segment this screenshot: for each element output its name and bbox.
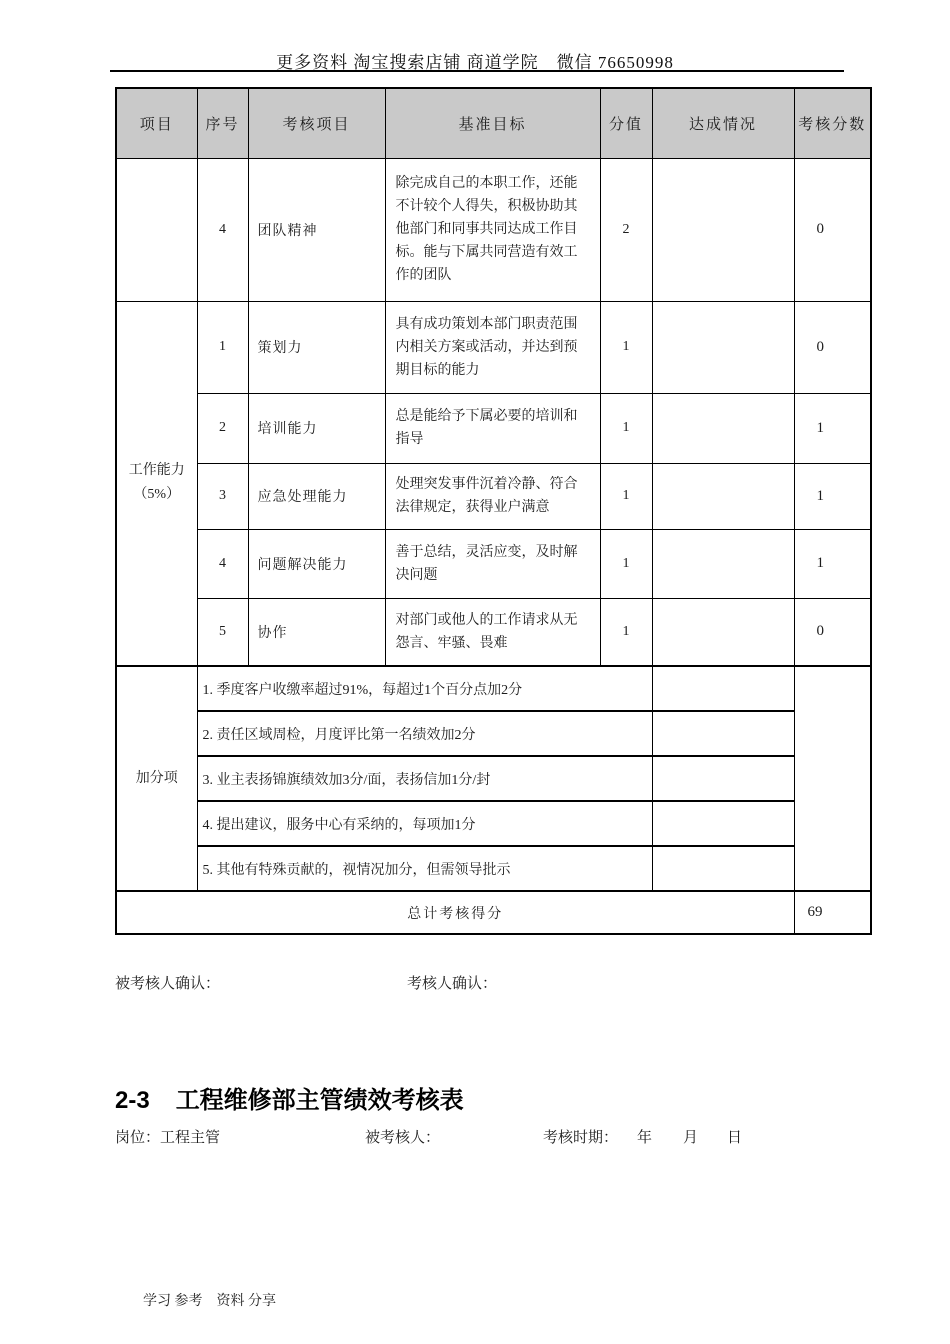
cell-achievement: [652, 301, 794, 393]
cell-bonus-achievement: [652, 711, 794, 756]
cell-bonus-achievement: [652, 666, 794, 711]
table-row: [116, 598, 871, 666]
table-row: [116, 393, 871, 463]
cell-goal: 对部门或他人的工作请求从无怨言、牢骚、畏难: [385, 598, 600, 666]
cell-no: 1: [197, 301, 248, 393]
cell-no: 2: [197, 393, 248, 463]
column-header-no: 序号: [197, 88, 248, 158]
total-row: [116, 891, 871, 934]
cell-achievement: [652, 158, 794, 301]
cell-bonus-achievement: [652, 801, 794, 846]
cell-bonus-text: 5. 其他有特殊贡献的，视情况加分，但需领导批示: [197, 846, 652, 891]
cell-achievement: [652, 598, 794, 666]
bonus-row: [116, 846, 871, 891]
cell-score: 0: [794, 158, 871, 301]
month-label: 月: [683, 1130, 699, 1146]
cell-points: 1: [600, 393, 652, 463]
table-row: [116, 158, 871, 301]
cell-no: 3: [197, 463, 248, 529]
assessor-confirm-label: 考核人确认：: [407, 976, 498, 992]
top-banner-text: 更多资料 淘宝搜索店铺 商道学院 微信 76650998: [276, 53, 674, 72]
cell-achievement: [652, 463, 794, 529]
column-header-achievement: 达成情况: [652, 88, 794, 158]
cell-score: 1: [794, 463, 871, 529]
assessee-confirm-label: 被考核人确认：: [115, 976, 221, 992]
cell-achievement: [652, 529, 794, 598]
cell-item: 培训能力: [248, 393, 385, 463]
cell-group-capability: 工作能力（5%）: [116, 301, 197, 666]
cell-goal: 处理突发事件沉着冷静、符合法律规定，获得业户满意: [385, 463, 600, 529]
cell-score: 1: [794, 529, 871, 598]
cell-item: 团队精神: [248, 158, 385, 301]
cell-goal: 具有成功策划本部门职责范围内相关方案或活动，并达到预期目标的能力: [385, 301, 600, 393]
cell-project-empty: [116, 158, 197, 301]
bonus-row: [116, 801, 871, 846]
bonus-row: [116, 666, 871, 711]
column-header-score: 考核分数: [794, 88, 871, 158]
cell-item: 应急处理能力: [248, 463, 385, 529]
cell-total-score: 69: [794, 891, 871, 934]
cell-no: 4: [197, 529, 248, 598]
cell-bonus-text: 2. 责任区域周检，月度评比第一名绩效加2分: [197, 711, 652, 756]
cell-points: 1: [600, 529, 652, 598]
cell-group-bonus: 加分项: [116, 666, 197, 891]
column-header-points: 分值: [600, 88, 652, 158]
section-number: 2-3: [115, 1087, 150, 1114]
position-label: 岗位：工程主管: [115, 1130, 221, 1146]
cell-goal: 总是能给予下属必要的培训和指导: [385, 393, 600, 463]
day-label: 日: [727, 1130, 743, 1146]
cell-bonus-text: 1. 季度客户收缴率超过91%，每超过1个百分点加2分: [197, 666, 652, 711]
cell-no: 5: [197, 598, 248, 666]
bonus-row: [116, 756, 871, 801]
period-label: 考核时期：: [543, 1130, 619, 1146]
cell-bonus-achievement: [652, 756, 794, 801]
cell-points: 1: [600, 301, 652, 393]
bonus-row: [116, 711, 871, 756]
cell-total-label: 总计考核得分: [116, 891, 794, 934]
cell-goal: 善于总结，灵活应变，及时解决问题: [385, 529, 600, 598]
column-header-project: 项目: [116, 88, 197, 158]
cell-score: 0: [794, 598, 871, 666]
cell-bonus-text: 4. 提出建议，服务中心有采纳的，每项加1分: [197, 801, 652, 846]
assessee-label: 被考核人：: [365, 1130, 441, 1146]
cell-no: 4: [197, 158, 248, 301]
banner-divider: [110, 70, 844, 72]
evaluation-table: [115, 87, 872, 935]
footer-note: 学习 参考 资料 分享: [143, 1294, 276, 1309]
year-label: 年: [637, 1130, 653, 1146]
column-header-goal: 基准目标: [385, 88, 600, 158]
section-title: 工程维修部主管绩效考核表: [175, 1087, 464, 1114]
cell-bonus-achievement: [652, 846, 794, 891]
cell-score: 1: [794, 393, 871, 463]
cell-item: 问题解决能力: [248, 529, 385, 598]
table-row: [116, 529, 871, 598]
table-row: [116, 463, 871, 529]
section-heading: [115, 1080, 464, 1115]
table-row: [116, 301, 871, 393]
cell-points: 2: [600, 158, 652, 301]
cell-points: 1: [600, 463, 652, 529]
cell-goal: 除完成自己的本职工作，还能不计较个人得失，积极协助其他部门和同事共同达成工作目标。能与下属共同营造有效工作的团队: [385, 158, 600, 301]
cell-bonus-text: 3. 业主表扬锦旗绩效加3分/面，表扬信加1分/封: [197, 756, 652, 801]
cell-item: 协作: [248, 598, 385, 666]
cell-bonus-score: [794, 666, 871, 891]
table-header-row: [116, 88, 871, 158]
cell-achievement: [652, 393, 794, 463]
cell-item: 策划力: [248, 301, 385, 393]
cell-score: 0: [794, 301, 871, 393]
cell-points: 1: [600, 598, 652, 666]
column-header-item: 考核项目: [248, 88, 385, 158]
